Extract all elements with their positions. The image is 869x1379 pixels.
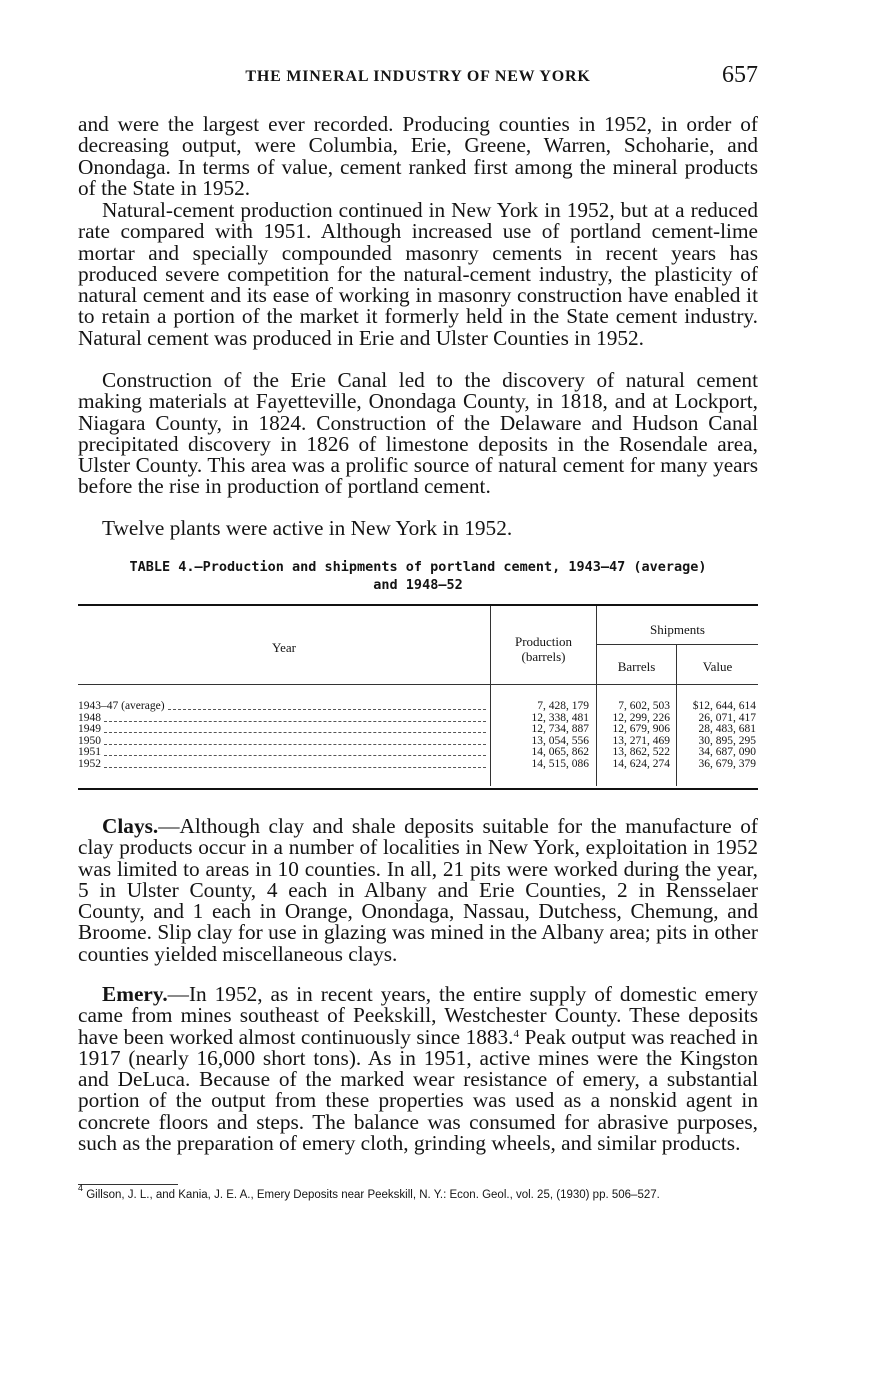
dot-leader [104,755,486,756]
footnote-text: Gillson, J. L., and Kania, J. E. A., Emery Deposits near Peekskill, N. Y.: Econ. Geol., vol. 25, (1930) pp. 506–527. [86,1189,660,1201]
cell-value: 36, 679, 379 [698,757,756,770]
paragraph-text [78,984,758,1154]
paragraph-text: and were the largest ever recorded. Producing counties in 1952, in order of decreasing output, were Columbia, Erie, Greene, Warren, Schoharie, and Onondaga. In terms of value, cement ranked first among the mineral products of the State in 1952. [78,112,758,200]
page-number: 657 [722,62,758,88]
paragraph-text: Natural-cement production continued in New York in 1952, but at a reduced rate compared with 1951. Although increased use of portland cement-lime mortar and specially compounded masonry cements in recent years has produced severe competition for the natural-cement industry, the plasticity of natural cement and its ease of working in masonry construction have enabled it to retain a portion of the market it formerly held in the State cement industry. Natural cement was produced in Erie and Ulster Counties in 1952. [78,198,758,350]
table-row [78,746,758,758]
cell-barrels: 7, 602, 503 [618,700,670,712]
paragraph-text: Twelve plants were active in New York in 1952. [102,516,513,540]
dot-leader [104,732,486,733]
emery-text-a: —In 1952, as in recent years, the entire supply of domestic emery came from mines southeast of Peekskill, Westchester County. These deposits have been worked almost continuously since 1883. [78,982,758,1049]
paragraph-emery [78,984,758,1154]
header-barrels: Barrels [617,659,656,674]
cell-year [78,723,488,735]
cell-production: 14, 515, 086 [531,757,589,770]
portland-cement-table [78,604,758,790]
table-bottom-rule [78,788,758,790]
section-runin-emery: Emery. [102,982,168,1006]
table-row [78,700,758,712]
table-row [78,735,758,747]
table-title-line2: and 1948–52 [373,577,463,593]
paragraph-text [78,816,758,965]
cell-year [78,746,488,758]
cell-barrels: 12, 679, 906 [612,723,670,735]
paragraph-erie-canal [78,370,758,498]
header-year: Year [272,640,296,655]
header-shipments: Shipments [650,622,705,637]
cell-year-label: 1949 [78,723,101,735]
cell-year-label: 1943–47 (average) [78,700,165,712]
cell-value: 30, 895, 295 [698,734,756,747]
paragraph-natural-cement [78,200,758,349]
section-runin-clays: Clays. [102,814,159,838]
header-bottom-rule [78,684,758,685]
paragraph-clays [78,816,758,965]
table-title [78,558,758,594]
paragraph-text: Construction of the Erie Canal led to the discovery of natural cement making materials at Fayetteville, Onondaga County, in 1818, and at Lockport, Niagara County, in 1824. Construction of the Delaware and Hudson Canal precipitated discovery in 1826 of limestone deposits in the Rosendale area, Ulster County. This area was a prolific source of natural cement for many years before the rise in production of portland cement. [78,368,758,499]
table-row [78,712,758,724]
cell-production: 12, 338, 481 [531,711,589,724]
cell-value: 26, 071, 417 [698,711,756,724]
dot-leader [104,767,486,768]
cell-year-label: 1951 [78,746,101,758]
header-production [491,634,596,664]
cell-barrels: 12, 299, 226 [612,711,670,724]
footnote [78,1183,758,1202]
cell-year-label: 1952 [78,757,101,770]
paragraph-cement-counties [78,114,758,199]
shipments-subheader-rule [597,644,758,645]
cell-production: 7, 428, 179 [537,700,589,712]
cell-value: 28, 483, 681 [698,723,756,735]
paragraph-plants [78,518,758,539]
footnote-mark: 4 [78,1183,84,1193]
cell-barrels: 14, 624, 274 [612,757,670,770]
cell-year-label: 1948 [78,711,101,724]
table-row [78,723,758,735]
header-production-line2: (barrels) [521,649,566,664]
footnote-rule [78,1184,178,1185]
table-top-rule [78,604,758,606]
cell-year [78,700,488,712]
cell-barrels: 13, 271, 469 [612,734,670,747]
running-head [78,62,758,92]
footnote-reference[interactable]: 4 [513,1027,519,1040]
cell-year-label: 1950 [78,734,101,747]
emery-text-b: Peak output was reached in 1917 (nearly 16,000 short tons). As in 1951, active mines were the Kingston and DeLuca. Because of the marked wear resistance of emery, a substantial portion of the output from these properties was used as a nonskid agent in concrete floors and steps. The balance was consumed for abrasive purposes, such as the preparation of emery cloth, grinding wheels, and similar products. [78,1024,758,1156]
dot-leader [104,721,486,722]
dot-leader [104,744,486,745]
cell-value: $12, 644, 614 [692,700,756,712]
header-production-line1: Production [514,634,573,649]
clays-text: —Although clay and shale deposits suitable for the manufacture of clay products occur in a number of localities in New York, exploitation in 1952 was limited to areas in 10 counties. In all, 21 pits were worked during the year, 5 in Ulster County, 4 each in Albany and Erie Counties, 2 in Rensselaer County, and 1 each in Orange, Onondaga, Nassau, Dutchess, Chemung, and Broome. Slip clay for use in glazing was mined in the Albany area; pits in other counties yielded miscellaneous clays. [78,814,758,966]
cell-value: 34, 687, 090 [698,746,756,758]
dot-leader [168,709,486,710]
table-title-line1: TABLE 4.—Production and shipments of portland cement, 1943–47 (average) [129,559,707,575]
cell-production: 14, 065, 862 [531,746,589,758]
cell-year [78,758,488,770]
running-title: THE MINERAL INDUSTRY OF NEW YORK [245,68,591,85]
cell-production: 13, 054, 556 [531,734,589,747]
cell-barrels: 13, 862, 522 [612,746,670,758]
cell-year [78,735,488,747]
table-row [78,758,758,770]
header-value: Value [702,659,733,674]
cell-year [78,712,488,724]
cell-production: 12, 734, 887 [531,723,589,735]
